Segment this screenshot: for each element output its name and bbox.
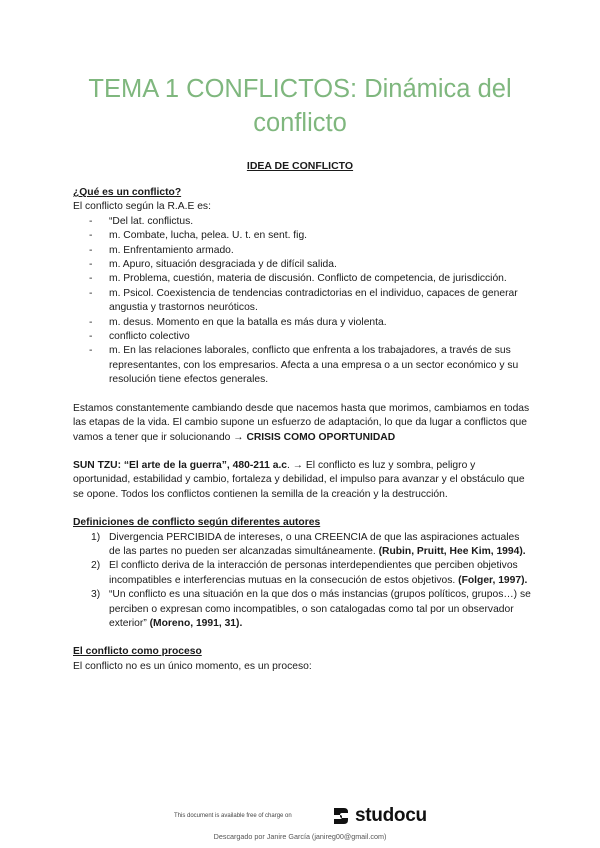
definitions-list xyxy=(73,531,533,632)
process-text: El conflicto no es un único momento, es un proceso: xyxy=(73,660,312,672)
sun-tzu-citation: SUN TZU: “El arte de la guerra”, 480-211 a.c xyxy=(73,459,288,471)
process-heading: El conflicto como proceso xyxy=(73,646,202,658)
item-number: 3) xyxy=(91,589,101,601)
definition-text: “Un conflicto es una situación en la que dos o más instancias (grupos políticos, grupos…) se perciben o expresan como incompatibles, o son catalogadas como tal por un observador exterior” xyxy=(109,589,531,629)
question-heading: ¿Qué es un conflicto? xyxy=(73,187,182,198)
list-item xyxy=(73,588,533,631)
paragraph-text: Estamos constantemente cambiando desde que nacemos hasta que morimos, cambiamos en todas las etapas de la vida. El cambio supone un esfuerzo de adaptación, lo que da lugar a conflictos que vamos a tener que ir solucionando → xyxy=(73,402,530,443)
definitions-heading: Definiciones de conflicto según diferentes autores xyxy=(73,517,321,529)
list-item: - “Del lat. conflictus. xyxy=(73,215,533,229)
item-number: 2) xyxy=(91,560,101,572)
crisis-emphasis: CRISIS COMO OPORTUNIDAD xyxy=(246,431,396,443)
list-item: - m. Psicol. Coexistencia de tendencias contradictorias en el individuo, capaces de generar angustia y trastornos neuróticos. xyxy=(73,287,533,316)
definition-text: Divergencia PERCIBIDA de intereses, o una CREENCIA de que las aspiraciones actuales de las partes no pueden ser alcanzadas simultáneamente. xyxy=(109,531,520,557)
section-heading: IDEA DE CONFLICTO xyxy=(246,160,354,172)
definition-text: El conflicto deriva de la interacción de personas interdependientes que perciben objetivos incompatibles e interferencias mutuas en la consecución de estos objetivos. xyxy=(109,560,518,586)
rae-intro: El conflicto según la R.A.E es: xyxy=(73,201,211,213)
rae-definitions-list xyxy=(73,215,533,388)
footer xyxy=(0,803,600,833)
list-item: - m. Apuro, situación desgraciada y de difícil salida. xyxy=(73,258,533,272)
list-item: - m. desus. Momento en que la batalla es más dura y violenta. xyxy=(73,316,533,330)
list-item xyxy=(73,531,533,560)
list-item: - conflicto colectivo xyxy=(73,330,533,344)
list-item: - m. Enfrentamiento armado. xyxy=(73,244,533,258)
definition-citation: (Moreno, 1991, 31). xyxy=(149,617,243,629)
list-item: - m. Combate, lucha, pelea. U. t. en sent. fig. xyxy=(73,229,533,243)
definition-citation: (Folger, 1997). xyxy=(458,574,528,586)
paragraph-text: . → El conflicto es luz y sombra, peligro y oportunidad, estabilidad y cambio, fortaleza y debilidad, el impulso para avanzar y el obstáculo que se opone. Todos los conflictos contienen la semilla de la creación y la destrucción. xyxy=(73,459,525,500)
studocu-logo[interactable] xyxy=(330,805,427,827)
document-body xyxy=(73,186,533,674)
list-item: - m. En las relaciones laborales, conflicto que enfrenta a los trabajadores, a través de sus representantes, con los empresarios. Afecta a una empresa o a un sector económico y su resolución tiene efectos generales. xyxy=(73,344,533,387)
item-number: 1) xyxy=(91,531,101,543)
studocu-brand: studocu xyxy=(355,805,427,826)
list-item xyxy=(73,559,533,588)
paragraph-change xyxy=(73,402,533,445)
studocu-logo-icon xyxy=(330,805,352,827)
definition-citation: (Rubin, Pruitt, Hee Kim, 1994). xyxy=(378,545,526,557)
page-title: TEMA 1 CONFLICTOS: Dinámica del conflicto xyxy=(88,75,512,137)
footer-note: This document is available free of charge on xyxy=(174,813,292,819)
list-item: - m. Problema, cuestión, materia de discusión. Conflicto de competencia, de jurisdicción. xyxy=(73,272,533,286)
paragraph-sun-tzu xyxy=(73,459,533,502)
download-note: Descargado por Janire García (janireg00@gmail.com) xyxy=(213,832,387,841)
